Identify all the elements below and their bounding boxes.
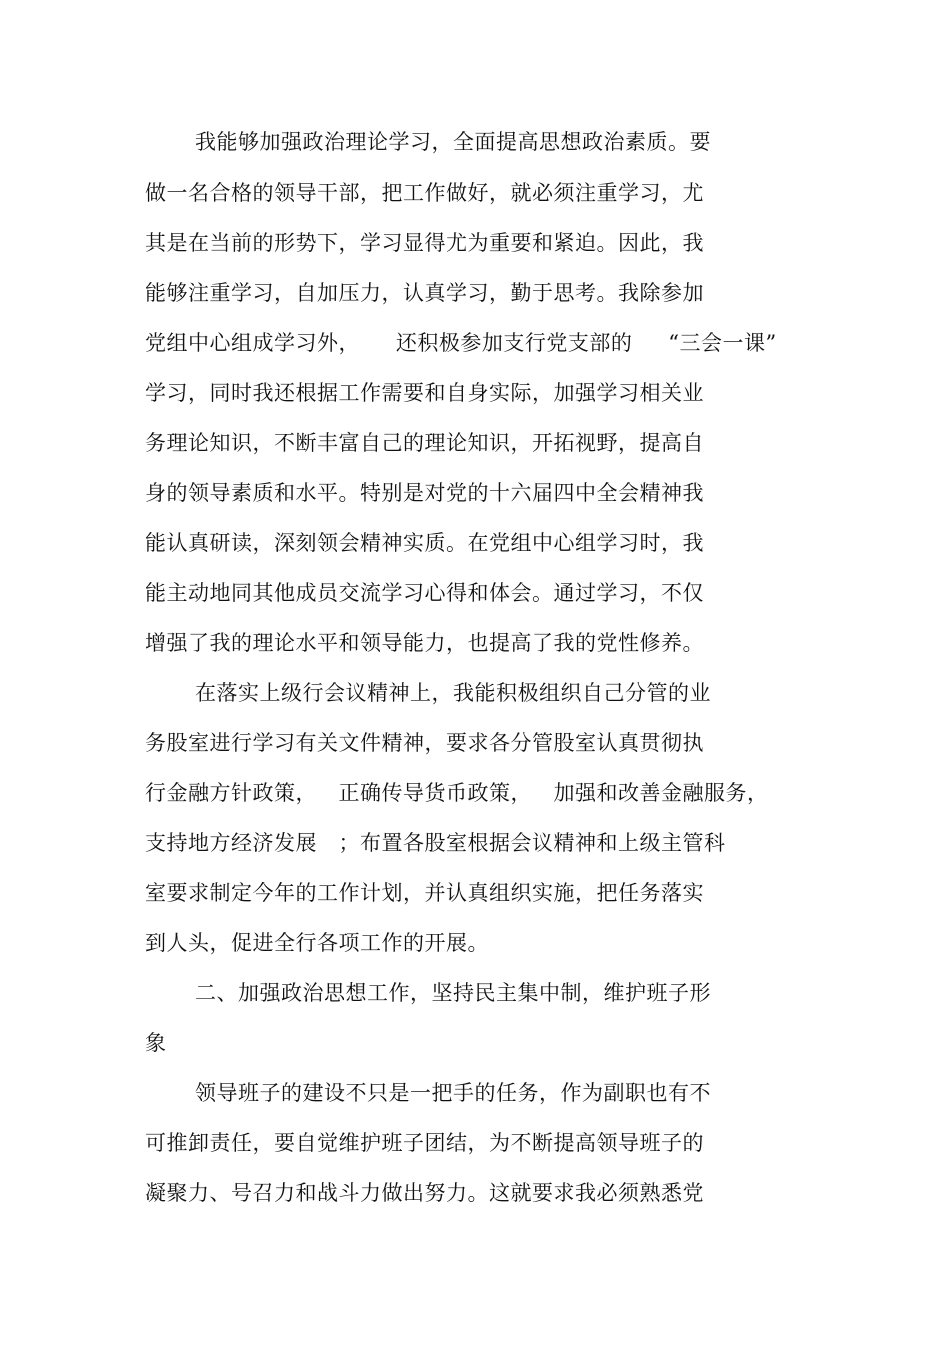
- section-heading-line: 二、加强政治思想工作，坚持民主集中制，维护班子形: [195, 981, 711, 1005]
- text-line: 凝聚力、号召力和战斗力做出努力。这就要求我必须熟悉党: [145, 1181, 704, 1205]
- text-line: 领导班子的建设不只是一把手的任务，作为副职也有不: [195, 1081, 711, 1105]
- text-line: 做一名合格的领导干部，把工作做好，就必须注重学习，尤: [145, 181, 704, 205]
- text-line: 其是在当前的形势下，学习显得尤为重要和紧迫。因此，我: [145, 231, 704, 255]
- text-line: 我能够加强政治理论学习，全面提高思想政治素质。要: [195, 130, 711, 154]
- text-line: 党组中心组成学习外， 还积极参加支行党支部的 “三会一课”: [145, 331, 777, 355]
- text-line: 能够注重学习，自加压力，认真学习，勤于思考。我除参加: [145, 281, 704, 305]
- text-line: 支持地方经济发展 ；布置各股室根据会议精神和上级主管科: [145, 831, 726, 855]
- text-line: 身的领导素质和水平。特别是对党的十六届四中全会精神我: [145, 481, 704, 505]
- text-line: 务股室进行学习有关文件精神，要求各分管股室认真贯彻执: [145, 731, 704, 755]
- text-line: 在落实上级行会议精神上，我能积极组织自己分管的业: [195, 681, 711, 705]
- text-line: 增强了我的理论水平和领导能力，也提高了我的党性修养。: [145, 631, 704, 655]
- text-line: 可推卸责任，要自觉维护班子团结，为不断提高领导班子的: [145, 1131, 704, 1155]
- text-line: 到人头，促进全行各项工作的开展。: [145, 931, 489, 955]
- text-line: 能主动地同其他成员交流学习心得和体会。通过学习，不仅: [145, 581, 704, 605]
- text-line: 能认真研读，深刻领会精神实质。在党组中心组学习时，我: [145, 531, 704, 555]
- text-line: 行金融方针政策， 正确传导货币政策， 加强和改善金融服务，: [145, 781, 769, 805]
- text-line: 室要求制定今年的工作计划，并认真组织实施，把任务落实: [145, 881, 704, 905]
- text-line: 学习，同时我还根据工作需要和自身实际，加强学习相关业: [145, 381, 704, 405]
- section-heading-line: 象: [145, 1031, 167, 1055]
- text-line: 务理论知识，不断丰富自己的理论知识，开拓视野，提高自: [145, 431, 704, 455]
